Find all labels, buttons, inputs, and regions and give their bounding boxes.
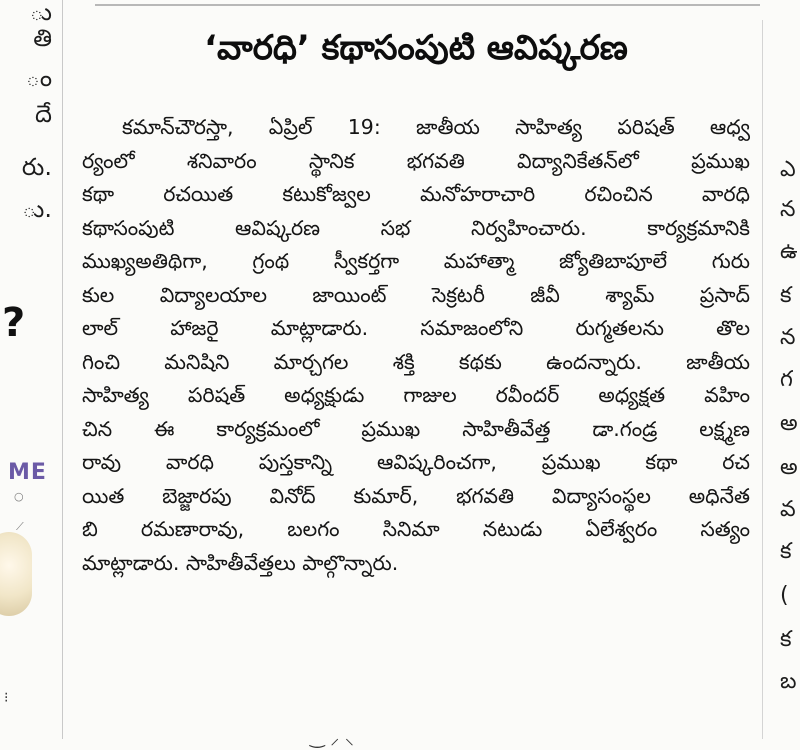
right-fragment: బ bbox=[780, 669, 797, 694]
left-dot-icon: ⁝ bbox=[4, 690, 9, 706]
article-line: చిన ఈ కార్యక్రమంలో ప్రముఖ సాహితీవేత్త డా.గండ్ర లక్ష్మణ bbox=[82, 416, 750, 441]
article-headline: ‘వారధి’ కథాసంపుటి ఆవిష్కరణ bbox=[204, 28, 628, 68]
right-fragment: క bbox=[780, 283, 792, 308]
ad-photo bbox=[0, 532, 32, 616]
article-line: లాల్ హాజరై మాట్లాడారు. సమాజంలోని రుగ్మతలను తొల bbox=[82, 316, 750, 340]
column-divider-left bbox=[62, 0, 63, 739]
right-fragment: న bbox=[780, 197, 796, 222]
right-fragment: గ bbox=[780, 367, 793, 392]
right-adjacent-column bbox=[778, 0, 800, 739]
top-rule bbox=[95, 4, 760, 6]
left-fragment: ం bbox=[25, 64, 52, 92]
ad-logo-text: ME bbox=[8, 460, 47, 485]
left-fragment: తి bbox=[33, 24, 52, 52]
right-fragment: న bbox=[780, 325, 796, 350]
article-line: యిత బెజ్జారపు వినోద్ కుమార్, భగవతి విద్యాసంస్థల అధినేత bbox=[82, 483, 750, 508]
article-line: కథా రచయిత కటుకోజ్వల మనోహరాచారి రచించిన వారధి bbox=[82, 182, 750, 206]
left-fragment: ు. bbox=[22, 195, 52, 223]
article-line: గించి మనిషిని మార్చగల శక్తి కథకు ఉందన్నారు. జాతీయ bbox=[82, 349, 750, 374]
article-line: ర్యంలో శనివారం స్థానిక భగవతి విద్యానికేతన్‌లో ప్రముఖ bbox=[82, 148, 750, 173]
right-fragment: ఉ bbox=[780, 239, 798, 264]
article-line: రావు వారధి పుస్తకాన్ని ఆవిష్కరించగా, ప్రముఖ కథా రచ bbox=[82, 450, 750, 474]
right-fragment: అ bbox=[780, 455, 798, 480]
article-line: కథాసంపుటి ఆవిష్కరణ సభ నిర్వహించారు. కార్యక్రమానికి bbox=[82, 215, 750, 240]
article-line: కమాన్‌చౌరస్తా, ఏప్రిల్ 19: జాతీయ సాహిత్య పరిషత్ ఆధ్వ bbox=[122, 115, 750, 139]
article-line: బి రమణారావు, బలగం సినిమా నటుడు ఏలేశ్వరం సత్యం bbox=[82, 517, 750, 541]
article-line: మాట్లాడారు. సాహితీవేత్తలు పాల్గొన్నారు. bbox=[82, 550, 399, 575]
right-fragment: ఎ bbox=[780, 157, 796, 182]
article-line: ముఖ్యఅతిథిగా, గ్రంథ స్వీకర్తగా మహాత్మా జ్యోతిబాపూలే గురు bbox=[82, 249, 750, 273]
left-adjacent-column bbox=[0, 0, 60, 739]
right-fragment: క bbox=[780, 539, 792, 564]
article-line: కుల విద్యాలయాల జాయింట్ సెక్రటరీ జీవీ శ్యామ్ ప్రసాద్ bbox=[82, 282, 750, 307]
ad-tick-icon: ⟋ bbox=[16, 520, 24, 533]
right-fragment: అ bbox=[780, 411, 798, 436]
right-fragment: ( bbox=[780, 583, 789, 608]
right-fragment: వ bbox=[780, 497, 796, 522]
article-line: సాహిత్య పరిషత్ అధ్యక్షుడు గాజుల రవీందర్ అధ్యక్షత వహిం bbox=[82, 383, 750, 407]
ad-dot-icon: ○ bbox=[14, 490, 24, 503]
bottom-cropped-text: ‿ ⸝ ⸜ bbox=[310, 728, 354, 749]
left-fragment: దే bbox=[35, 100, 52, 128]
left-fragment: రు. bbox=[21, 153, 52, 181]
left-question-mark: ? bbox=[2, 300, 26, 346]
left-fragment: ు bbox=[29, 0, 52, 26]
article-body bbox=[82, 111, 750, 580]
right-fragment: క bbox=[780, 627, 792, 652]
news-article bbox=[82, 18, 750, 580]
column-divider-right bbox=[762, 20, 763, 739]
